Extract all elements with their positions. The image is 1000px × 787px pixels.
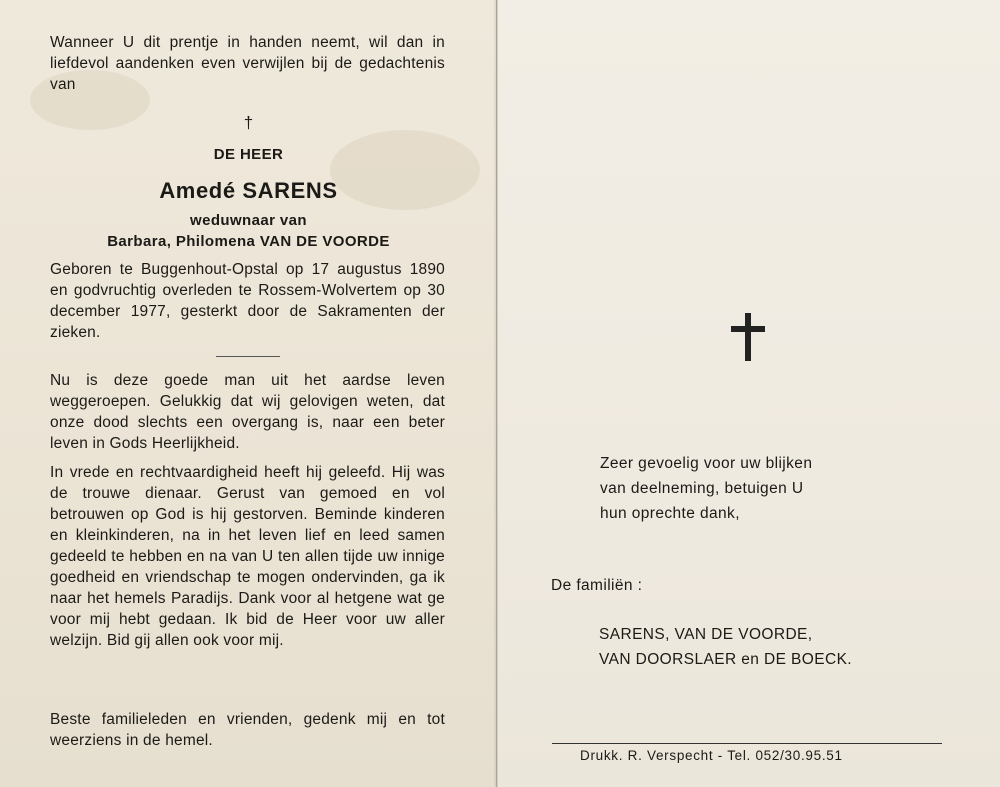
- thanks-text: [600, 451, 870, 526]
- paragraph-1: Nu is deze goede man uit het aardse leven weggeroepen. Gelukkig dat wij gelovigen weten, dat onze dood slechts een overgang is, naar een beter leven in Gods Heerlijkheid.: [50, 372, 445, 452]
- paragraph-2: In vrede en rechtvaardigheid heeft hij geleefd. Hij was de trouwe dienaar. Gerust van gemoed en vol betrouwen op God is hij gestorven. Beminde kinderen en kleinkinderen, na in het leven lief en leed samen gedeeld te hebben en na van U ten allen tijde uw innige goedheid en vriendschap te mogen ondervinden, ga ik naar het hemels Paradijs. Dank voor al hetgene wat ge voor mij hebt gedaan. Ik bid de Heer voor uw aller welzijn. Bid gij allen ook voor mij.: [50, 464, 445, 649]
- spouse-name: Barbara, Philomena VAN DE VOORDE: [107, 233, 390, 250]
- deceased-name: Amedé SARENS: [159, 178, 338, 203]
- families-label: De familiën :: [551, 577, 643, 594]
- thanks-line: hun oprechte dank,: [600, 505, 740, 522]
- family-line: SARENS, VAN DE VOORDE,: [599, 626, 813, 643]
- printer-rule: [552, 743, 942, 744]
- latin-cross-icon: [731, 313, 765, 361]
- paragraph-3: Beste familieleden en vrienden, gedenk mij en tot weerziens in de hemel.: [50, 711, 445, 749]
- printer-credit: Drukk. R. Verspecht - Tel. 052/30.95.51: [580, 748, 843, 763]
- widower-label: weduwnaar van: [190, 212, 307, 229]
- thanks-line: Zeer gevoelig voor uw blijken: [600, 455, 813, 472]
- thanks-line: van deelneming, betuigen U: [600, 480, 804, 497]
- families-list: [599, 622, 852, 672]
- intro-text: Wanneer U dit prentje in handen neemt, wil dan in liefdevol aandenken even verwijlen bij de gedachtenis van: [50, 34, 445, 93]
- left-page: [0, 0, 497, 787]
- honorific-title: DE HEER: [213, 146, 284, 163]
- section-divider: [216, 356, 280, 357]
- family-line: VAN DOORSLAER en DE BOECK.: [599, 651, 853, 668]
- small-cross-icon: †: [243, 113, 254, 132]
- biography-text: Geboren te Buggenhout-Opstal op 17 augustus 1890 en godvruchtig overleden te Rossem-Wolvertem op 30 december 1977, gesterkt door de Sakramenten der zieken.: [50, 261, 445, 341]
